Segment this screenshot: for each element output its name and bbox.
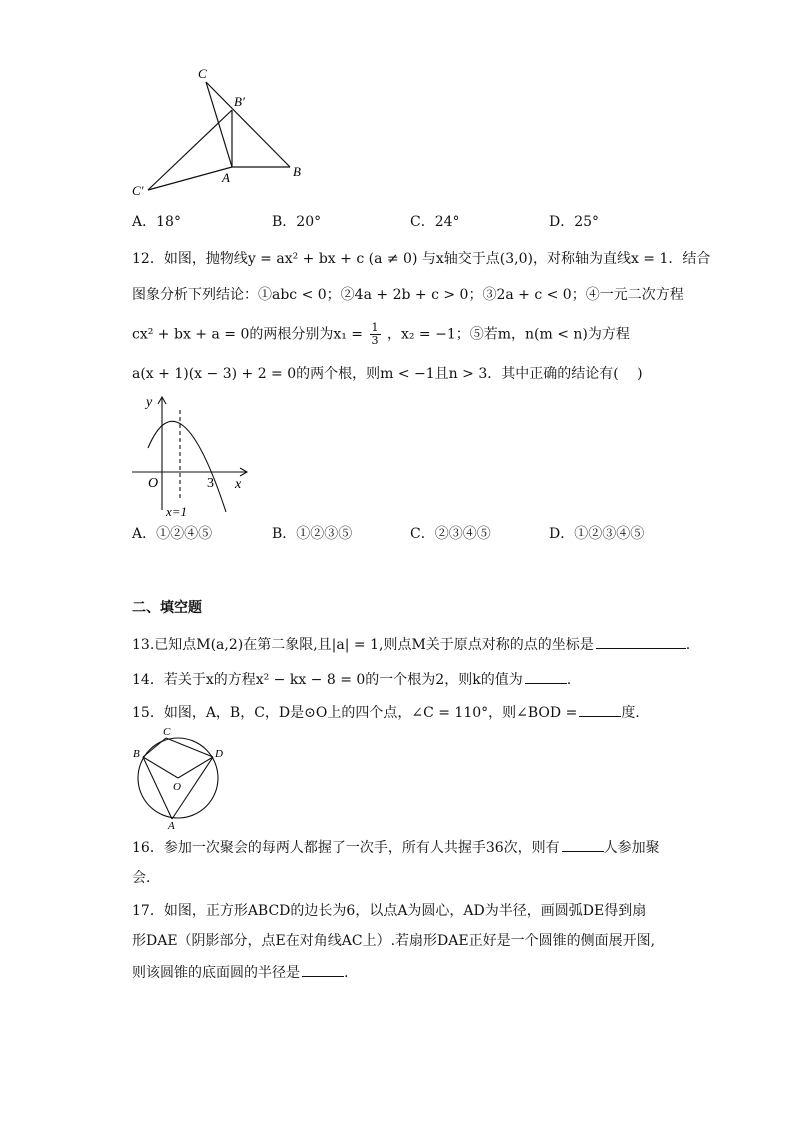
q17-line-1: 17．如图，正方形ABCD的边长为6，以点A为圆心，AD为半径，画圆弧DE得到扇 (132, 903, 647, 919)
q15-label-o: O (173, 781, 181, 793)
q12-line-1: 12．如图，抛物线y = ax² + bx + c (a ≠ 0) 与x轴交于点(3,0)，对称轴为直线x = 1．结合 (132, 251, 711, 267)
q12-line-4: a(x + 1)(x − 3) + 2 = 0的两个根，则m < −1且n > 3．其中正确的结论有( ) (132, 366, 643, 382)
q11-option-c: C．24° (410, 214, 460, 230)
q13-text: 13.已知点M(a,2)在第二象限,且|a| = 1,则点M关于原点对称的点的坐标是 . (132, 634, 690, 655)
q11-triangle-figure (128, 62, 308, 202)
q11-option-a: A．18° (132, 214, 181, 230)
q12-option-a: A．①②④⑤ (132, 526, 213, 542)
q12-graph-x-label: x (235, 477, 242, 492)
q11-option-d: D．25° (549, 214, 600, 230)
q12-option-c: C．②③④⑤ (410, 526, 491, 542)
q15-label-a: A (168, 820, 175, 830)
q11-option-b: B．20° (272, 214, 322, 230)
q16-text: 16．参加一次聚会的每两人都握了一次手，所有人共握手36次，则有 人参加聚 (132, 837, 660, 858)
q11-label-cprime: C′ (132, 183, 144, 198)
q11-label-a: A (222, 170, 230, 185)
section-title-fill-in: 二、填空题 (132, 600, 202, 616)
q17-line-2: 形DAE（阴影部分，点E在对角线AC上）.若扇形DAE正好是一个圆锥的侧面展开图, (132, 933, 656, 949)
q16-answer-blank[interactable] (562, 837, 604, 852)
q13-answer-blank[interactable] (596, 634, 686, 649)
q11-label-b: B (293, 164, 301, 179)
q15-circle-figure (128, 724, 228, 830)
q12-graph-three-label: 3 (207, 476, 214, 491)
q15-label-b: B (133, 748, 140, 760)
q12-parabola-graph (128, 392, 258, 520)
q11-label-c: C (198, 66, 207, 81)
q15-text: 15．如图，A，B，C，D是⊙O上的四个点，∠C = 110°，则∠BOD = 度. (132, 702, 640, 723)
q14-answer-blank[interactable] (525, 669, 567, 684)
q15-answer-blank[interactable] (579, 702, 621, 717)
q12-line-3: cx² + bx + a = 0的两根分别为x₁ = $\frac{1}{3}$ ，x₂ = −1；⑤若m，n(m < n)为方程 (132, 321, 630, 347)
q12-fraction: $\frac{1}{3}$ (371, 321, 379, 347)
q11-label-bprime: B′ (234, 94, 245, 109)
q12-option-b: B．①②③⑤ (272, 526, 353, 542)
q17-line-3: 则该圆锥的底面圆的半径是 . (132, 962, 348, 983)
q12-graph-axis-label: x=1 (166, 504, 188, 519)
q12-graph-origin-label: O (148, 476, 159, 491)
q15-label-d: D (215, 748, 223, 760)
q17-answer-blank[interactable] (302, 962, 344, 977)
q12-line-2: 图象分析下列结论：①abc < 0；②4a + 2b + c > 0；③2a + c < 0；④一元二次方程 (132, 287, 684, 303)
q14-text: 14．若关于x的方程x² − kx − 8 = 0的一个根为2，则k的值为 . (132, 669, 571, 690)
q15-label-c: C (163, 726, 171, 738)
q16-text-line-2: 会. (132, 870, 151, 886)
q12-graph-y-label: y (146, 395, 153, 410)
q12-option-d: D．①②③④⑤ (549, 526, 645, 542)
